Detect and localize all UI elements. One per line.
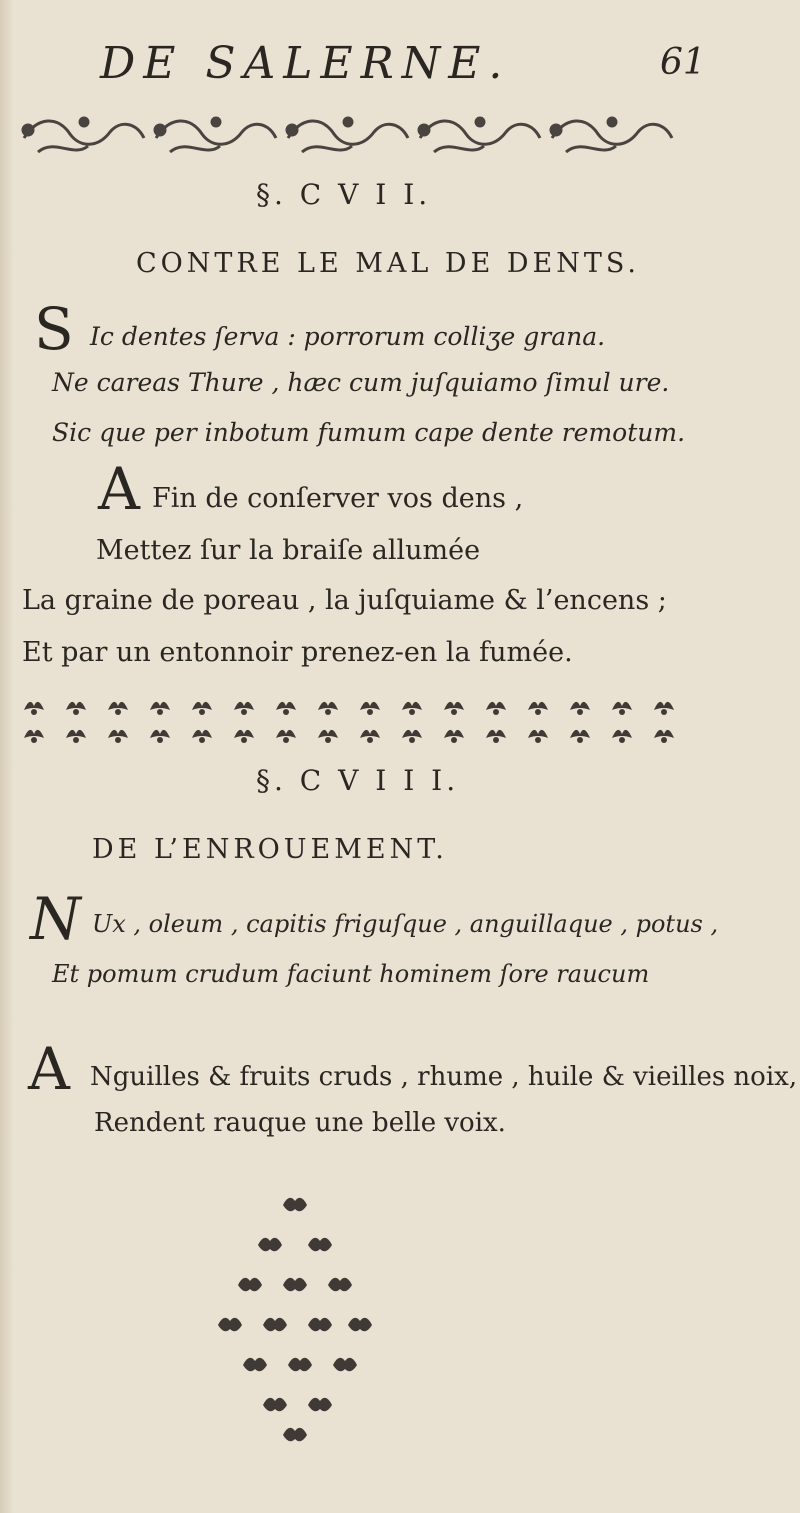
fleuron-glyph (234, 730, 254, 743)
latin-line: Ne careas Thure , hæc cum juſquiamo ſimul ure. (52, 368, 670, 397)
french-line: Mettez ſur la braiſe allumée (96, 535, 481, 566)
tailpiece-fleuron (283, 1278, 307, 1291)
tailpiece-fleuron (328, 1278, 352, 1291)
fleuron-glyph (318, 730, 338, 743)
tailpiece-fleuron (308, 1238, 332, 1251)
fleuron-glyph (570, 702, 590, 715)
tailpiece-fleuron (238, 1278, 262, 1291)
french-line: Fin de conſerver vos dens , (152, 483, 524, 514)
fleuron-glyph (612, 702, 632, 715)
tailpiece-fleuron (283, 1428, 307, 1441)
flourish-unit (23, 118, 144, 152)
fleuron-glyph (444, 702, 464, 715)
fleuron-glyph (108, 702, 128, 715)
drop-cap: N (30, 885, 81, 953)
drop-cap: A (98, 455, 140, 523)
drop-cap: S (34, 295, 74, 363)
page-gutter (0, 0, 14, 1513)
section-number: §. C V I I I. (256, 764, 460, 797)
ornament-band-mid (22, 690, 712, 752)
fleuron-glyph (276, 702, 296, 715)
french-line: Rendent rauque une belle voix. (94, 1108, 506, 1138)
fleuron-glyph (150, 730, 170, 743)
latin-line: Ux , oleum , capitis friguſque , anguillaque , potus , (92, 910, 719, 938)
fleuron-glyph (570, 730, 590, 743)
fleuron-glyph (24, 702, 44, 715)
tailpiece-fleuron (263, 1398, 287, 1411)
fleuron-glyph (66, 702, 86, 715)
french-line: Et par un entonnoir prenez-en la fumée. (22, 637, 573, 668)
fleuron-glyph (654, 730, 674, 743)
fleuron-glyph (612, 730, 632, 743)
tailpiece-fleuron (288, 1358, 312, 1371)
fleuron-glyph (192, 730, 212, 743)
tailpiece-fleuron (333, 1358, 357, 1371)
latin-line: Ic dentes ſerva : porrorum colliʒe grana. (90, 322, 606, 351)
flourish-unit (419, 118, 540, 152)
flourish-unit (551, 118, 672, 152)
tailpiece-fleuron (308, 1318, 332, 1331)
running-title: DE SALERNE. (100, 38, 511, 89)
fleuron-glyph (108, 730, 128, 743)
fleuron-glyph (276, 730, 296, 743)
fleuron-glyph (192, 702, 212, 715)
fleuron-glyph (654, 702, 674, 715)
fleuron-glyph (402, 702, 422, 715)
latin-line: Et pomum crudum faciunt hominem ſore raucum (52, 960, 650, 988)
latin-line: Sic que per inbotum fumum cape dente remotum. (52, 418, 686, 447)
page-number: 61 (660, 42, 706, 83)
tailpiece-fleuron (258, 1238, 282, 1251)
section-title: DE L’ENROUEMENT. (92, 834, 448, 865)
tailpiece-fleuron (348, 1318, 372, 1331)
ornament-band-top (18, 108, 678, 166)
fleuron-glyph (66, 730, 86, 743)
drop-cap: A (28, 1035, 70, 1103)
tailpiece-fleuron (218, 1318, 242, 1331)
fleuron-glyph (360, 702, 380, 715)
fleuron-glyph (360, 730, 380, 743)
fleuron-glyph (528, 702, 548, 715)
fleuron-glyph (528, 730, 548, 743)
fleuron-glyph (486, 702, 506, 715)
flourish-unit (155, 118, 276, 152)
section-number: §. C V I I. (256, 178, 432, 211)
tailpiece-fleuron (283, 1198, 307, 1211)
fleuron-glyph (486, 730, 506, 743)
fleuron-glyph (402, 730, 422, 743)
fleuron-glyph (24, 730, 44, 743)
cul-de-lampe-ornament (200, 1190, 390, 1450)
fleuron-glyph (318, 702, 338, 715)
flourish-unit (287, 118, 408, 152)
fleuron-glyph (444, 730, 464, 743)
tailpiece-fleuron (263, 1318, 287, 1331)
tailpiece-fleuron (308, 1398, 332, 1411)
french-line: La graine de poreau , la juſquiame & l’encens ; (22, 585, 667, 616)
section-title: CONTRE LE MAL DE DENTS. (136, 248, 640, 279)
fleuron-glyph (234, 702, 254, 715)
tailpiece-fleuron (243, 1358, 267, 1371)
fleuron-glyph (150, 702, 170, 715)
french-line: Nguilles & fruits cruds , rhume , huile & vieilles noix, (90, 1062, 798, 1092)
